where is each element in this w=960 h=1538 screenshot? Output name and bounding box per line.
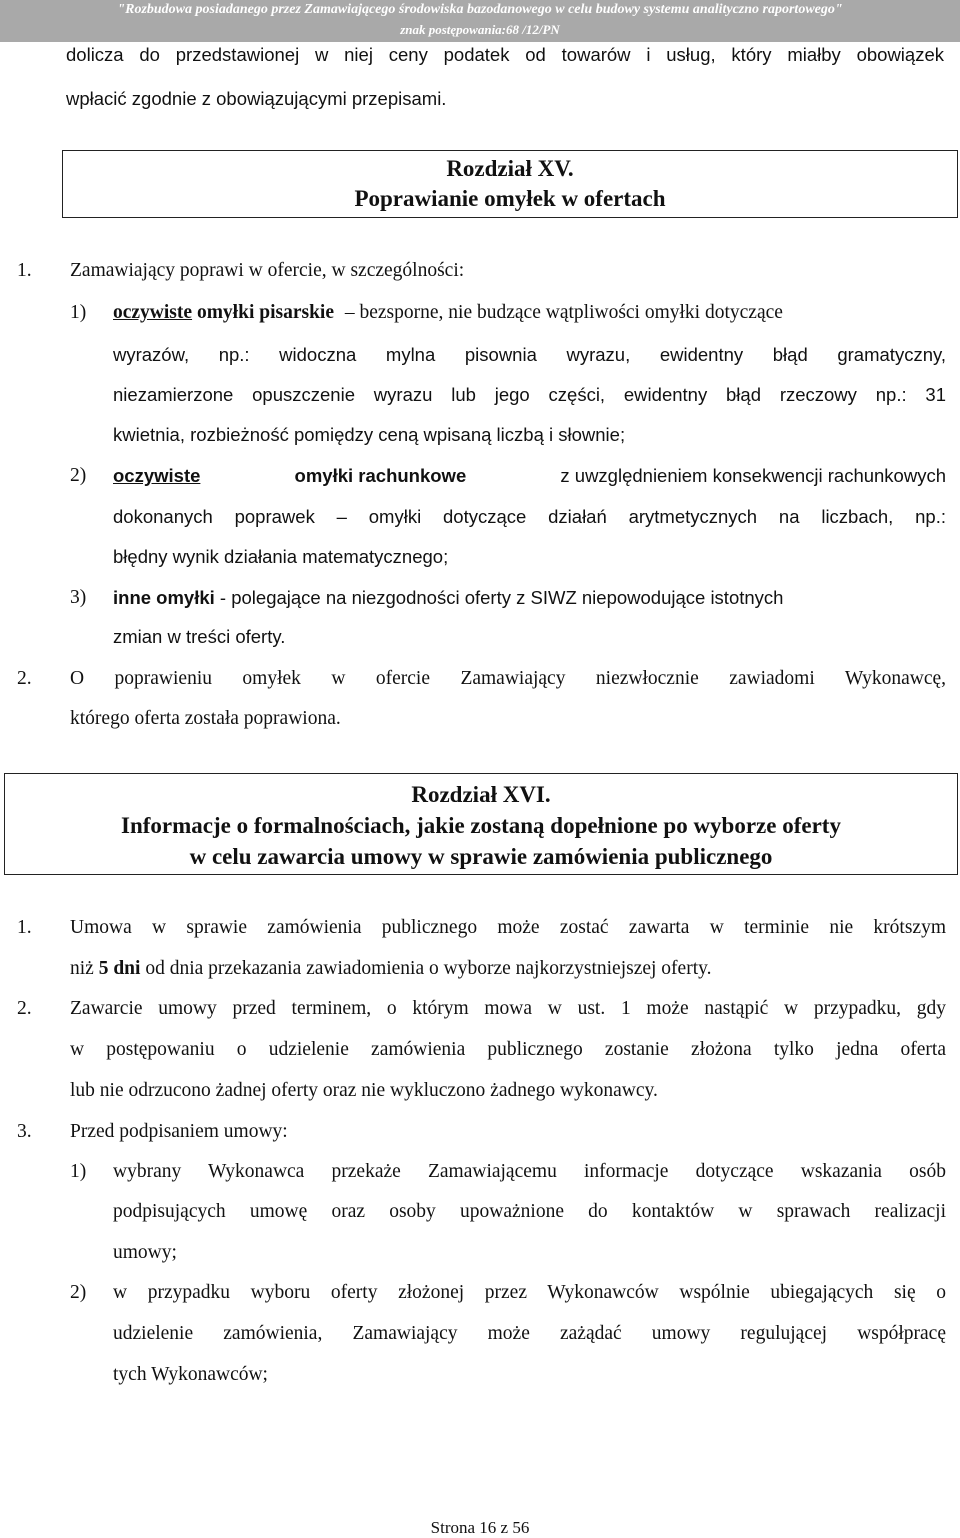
s16-p2-line1: Zawarcie umowy przed terminem, o którym mowa w ust. 1 może nastąpić w przypadku, gdy <box>70 998 946 1019</box>
s15-item1-number: 1) <box>70 302 87 323</box>
s16-item2-line2: udzielenie zamówienia, Zamawiający może zażądać umowy regulującej współpracę <box>113 1323 946 1344</box>
chapter-16-subtitle-2: w celu zawarcia umowy w sprawie zamówienia publicznego <box>189 844 773 869</box>
s15-item1-line2: wyrazów, np.: widoczna mylna pisownia wyrazu, ewidentny błąd gramatyczny, <box>113 344 946 365</box>
s15-item2-number: 2) <box>70 465 87 486</box>
s16-p2-line2: w postępowaniu o udzielenie zamówienia publicznego zostanie złożona tylko jedna oferta <box>70 1039 946 1060</box>
s16-p1-bold-days: 5 dni <box>98 958 141 979</box>
s15-item1-line1 <box>113 302 783 324</box>
page-number: Strona 16 z 56 <box>430 1518 530 1537</box>
s15-item2-line2: dokonanych poprawek – omyłki dotyczące działań arytmetycznych na liczbach, np.: <box>113 506 946 527</box>
chapter-15-title: Rozdział XV. <box>446 156 574 181</box>
s16-p1-text-c: od dnia przekazania zawiadomienia o wyborze najkorzystniejszej oferty. <box>145 958 712 979</box>
s15-item2-bold: omyłki rachunkowe <box>294 465 467 486</box>
s16-item1-line1: wybrany Wykonawca przekaże Zamawiającemu informacje dotyczące wskazania osób <box>113 1161 946 1182</box>
chapter-15-heading <box>62 150 958 218</box>
s15-item1-line4: kwietnia, rozbieżność pomiędzy ceną wpisaną liczbą i słownie; <box>113 424 626 445</box>
s16-item2-line3: tych Wykonawców; <box>113 1364 268 1385</box>
s15-item3-line1 <box>113 587 783 609</box>
s16-item1-line3: umowy; <box>113 1242 177 1263</box>
s15-item3-number: 3) <box>70 587 87 608</box>
s15-item2-rest: z uwzględnieniem konsekwencji rachunkowych <box>560 465 946 486</box>
s15-p1-text: Zamawiający poprawi w ofercie, w szczególności: <box>70 260 465 281</box>
s16-p3-number: 3. <box>17 1121 32 1142</box>
intro-line-2: wpłacić zgodnie z obowiązującymi przepisami. <box>66 88 447 109</box>
header-project-title: "Rozbudowa posiadanego przez Zamawiającego środowiska bazodanowego w celu budowy systemu analityczno raportowego" <box>117 2 843 17</box>
s16-p2-line3: lub nie odrzucono żadnej oferty oraz nie wykluczono żadnego wykonawcy. <box>70 1080 658 1101</box>
chapter-16-subtitle-1: Informacje o formalnościach, jakie zostaną dopełnione po wyborze oferty <box>121 813 841 838</box>
s15-item2-line3: błędny wynik działania matematycznego; <box>113 546 449 567</box>
s15-item3-bold: inne omyłki <box>113 587 215 608</box>
s16-p3-line1: Przed podpisaniem umowy: <box>70 1121 288 1142</box>
s16-p1-line1: Umowa w sprawie zamówienia publicznego może zostać zawarta w terminie nie krótszym <box>70 917 946 938</box>
s15-item1-rest: – bezsporne, nie budzące wątpliwości omyłki dotyczące <box>344 302 783 323</box>
s16-item1-line2: podpisujących umowę oraz osoby upoważnione do kontaktów w sprawach realizacji <box>113 1201 946 1222</box>
s15-p1-number: 1. <box>17 260 32 281</box>
s15-item1-bold-underlined: oczywiste <box>113 302 193 323</box>
s15-p2-line2: którego oferta została poprawiona. <box>70 708 341 729</box>
header-case-number: znak postępowania:68 /12/PN <box>400 22 560 37</box>
s15-item3-line2: zmian w treści oferty. <box>113 626 286 647</box>
s15-p2-line1: O poprawieniu omyłek w ofercie Zamawiający niezwłocznie zawiadomi Wykonawcę, <box>70 668 946 689</box>
s15-p2-number: 2. <box>17 668 32 689</box>
page-header <box>0 0 960 42</box>
s16-item2-line1: w przypadku wyboru oferty złożonej przez Wykonawców wspólnie ubiegających się o <box>113 1282 946 1303</box>
s15-item1-bold: omyłki pisarskie <box>196 302 334 323</box>
s16-item1-number: 1) <box>70 1161 87 1182</box>
s15-item1-line3: niezamierzone opuszczenie wyrazu lub jego części, ewidentny błąd rzeczowy np.: 31 <box>113 384 946 405</box>
s15-item3-rest: - polegające na niezgodności oferty z SIWZ niepowodujące istotnych <box>219 587 784 608</box>
s16-p2-number: 2. <box>17 998 32 1019</box>
s16-p1-line2 <box>70 958 711 980</box>
s16-p1-text-a: niż <box>70 958 94 979</box>
chapter-16-title: Rozdział XVI. <box>411 782 551 807</box>
s16-item2-number: 2) <box>70 1282 87 1303</box>
s15-item2-bold-underlined: oczywiste <box>113 465 201 486</box>
chapter-15-subtitle: Poprawianie omyłek w ofertach <box>354 186 666 211</box>
intro-line-1: dolicza do przedstawionej w niej ceny podatek od towarów i usług, który miałby obowiązek <box>66 44 944 65</box>
s15-item2-line1 <box>113 465 946 487</box>
chapter-16-heading <box>4 773 958 875</box>
s16-p1-number: 1. <box>17 917 32 938</box>
